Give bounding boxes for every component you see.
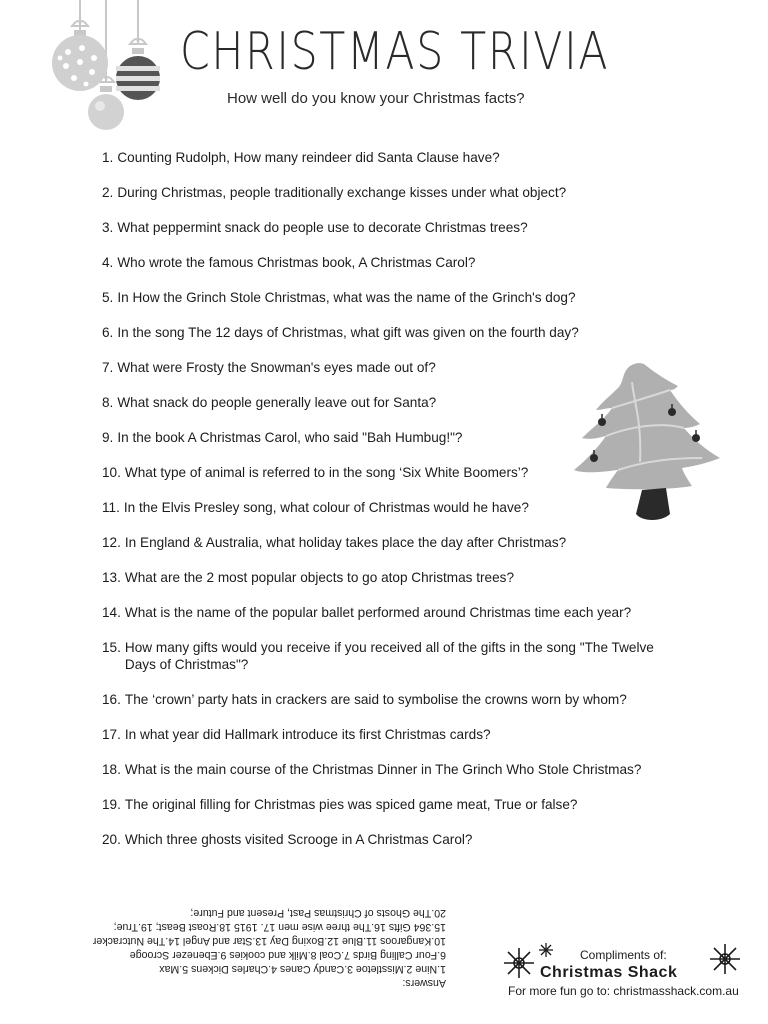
question-item: 20. Which three ghosts visited Scrooge in A Christmas Carol?	[102, 832, 473, 847]
hanging-ornaments-icon	[44, 0, 174, 140]
footer-credits	[500, 940, 750, 1010]
question-item: 17. In what year did Hallmark introduce its first Christmas cards?	[102, 727, 491, 742]
question-item: 12. In England & Australia, what holiday takes place the day after Christmas?	[102, 535, 567, 550]
question-item: 2. During Christmas, people traditionally exchange kisses under what object?	[102, 185, 567, 200]
question-item: 14. What is the name of the popular ballet performed around Christmas time each year?	[102, 605, 632, 620]
brand-name: Christmas Shack	[540, 964, 678, 981]
website-link: For more fun go to: christmasshack.com.au	[508, 984, 739, 998]
answers-line: 6.Four Calling Birds 7.Coal 8.Milk and cookies 9.Ebenezer Scrooge	[129, 949, 446, 961]
answers-line: 15.364 Gifts 16.The three wise men 17. 1915 18.Roast Beast; 19.True;	[113, 921, 446, 933]
question-item: 8. What snack do people generally leave out for Santa?	[102, 395, 437, 410]
answers-heading: Answers:	[402, 977, 446, 989]
snowflake-icon	[502, 946, 536, 980]
question-item: 10. What type of animal is referred to in the song ‘Six White Boomers’?	[102, 465, 529, 480]
snowflake-icon	[538, 942, 554, 958]
question-item: 9. In the book A Christmas Carol, who said "Bah Humbug!"?	[102, 430, 463, 445]
answers-line: 1.Nine 2.Misstletoe 3.Candy Canes 4.Charles Dickens 5.Max	[159, 963, 446, 975]
christmas-tree-icon	[572, 362, 724, 524]
answers-line: 20.The Ghosts of Christmas Past, Present and Future;	[190, 907, 446, 919]
page-title: CHRISTMAS TRIVIA	[180, 22, 610, 82]
answers-block	[36, 906, 446, 990]
question-item: 6. In the song The 12 days of Christmas, what gift was given on the fourth day?	[102, 325, 579, 340]
question-item: 1. Counting Rudolph, How many reindeer did Santa Clause have?	[102, 150, 500, 165]
question-item: 18. What is the main course of the Christmas Dinner in The Grinch Who Stole Christmas?	[102, 762, 642, 777]
question-item: 11. In the Elvis Presley song, what colour of Christmas would he have?	[102, 500, 529, 515]
question-item: 13. What are the 2 most popular objects to go atop Christmas trees?	[102, 570, 515, 585]
question-item: 15. How many gifts would you receive if you received all of the gifts in the song "The Twelve Days of Christmas"?	[102, 640, 654, 672]
question-item: 19. The original filling for Christmas pies was spiced game meat, True or false?	[102, 797, 578, 812]
page-subtitle: How well do you know your Christmas facts?	[227, 90, 525, 107]
snowflake-icon	[708, 942, 742, 976]
answers-line: 10.Kangaroos 11.Blue 12.Boxing Day 13.Star and Angel 14.The Nutcracker	[92, 935, 446, 947]
question-item: 3. What peppermint snack do people use to decorate Christmas trees?	[102, 220, 528, 235]
question-item: 4. Who wrote the famous Christmas book, A Christmas Carol?	[102, 255, 476, 270]
compliments-label: Compliments of:	[580, 948, 667, 962]
question-item: 16. The ‘crown’ party hats in crackers are said to symbolise the crowns worn by whom?	[102, 692, 627, 707]
question-item: 5. In How the Grinch Stole Christmas, what was the name of the Grinch's dog?	[102, 290, 576, 305]
question-item: 7. What were Frosty the Snowman's eyes made out of?	[102, 360, 436, 375]
